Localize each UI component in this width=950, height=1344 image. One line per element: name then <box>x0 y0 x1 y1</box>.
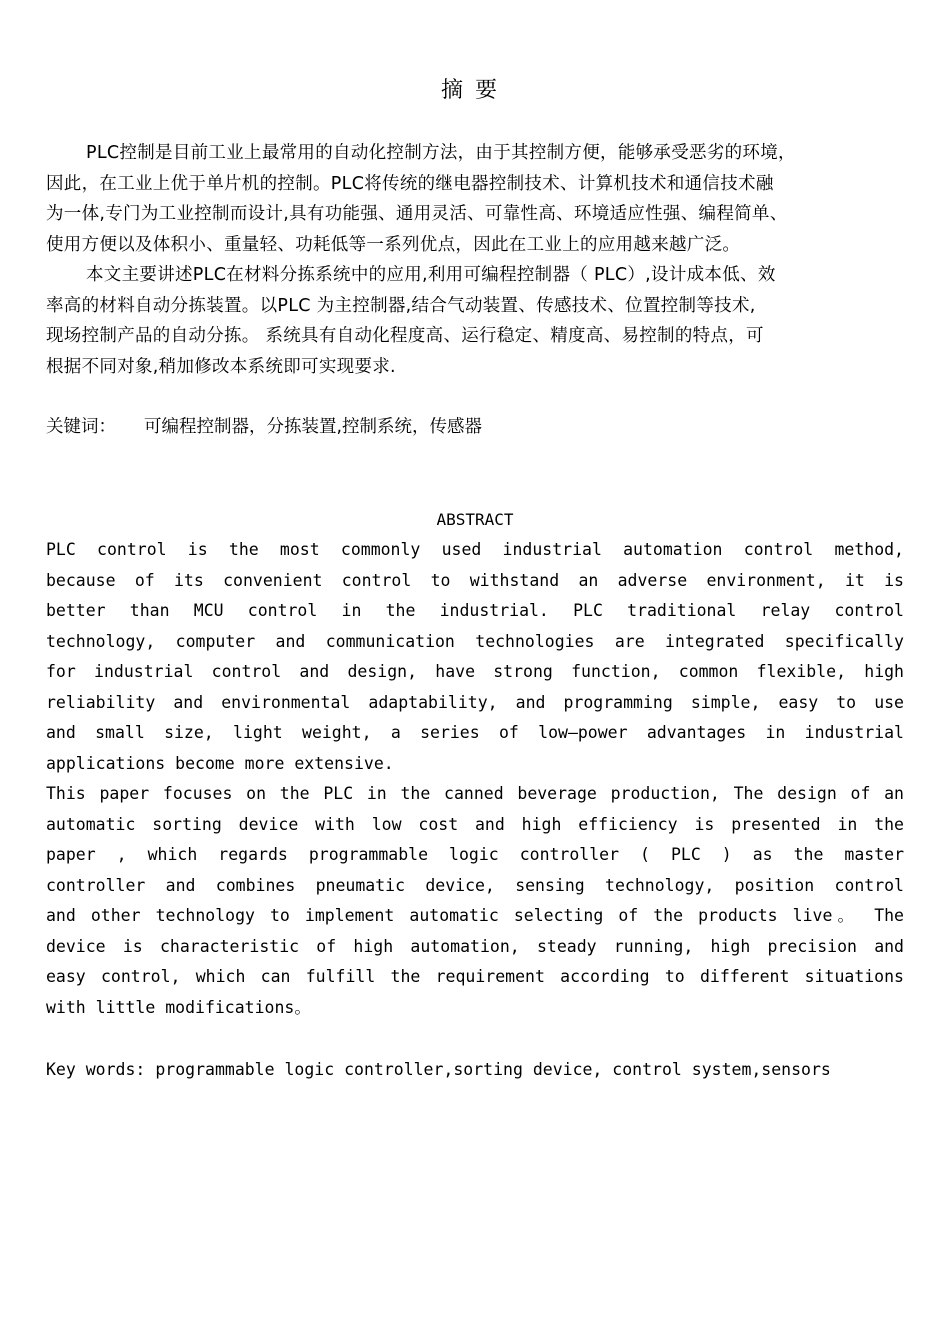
text-line: 为一体,专门为工业控制而设计,具有功能强、通用灵活、可靠性高、环境适应性强、编程简单、 <box>46 204 788 224</box>
english-abstract-paragraph-1 <box>46 535 904 779</box>
text-line: paper , which regards programmable logic controller ( PLC ) as the master <box>46 845 904 864</box>
text-line: easy control, which can fulfill the requirement according to different situations <box>46 967 904 986</box>
text-line: device is characteristic of high automation, steady running, high precision and <box>46 936 904 956</box>
text-line: 使用方便以及体积小、重量轻、功耗低等一系列优点，因此在工业上的应用越来越广泛。 <box>46 234 741 255</box>
text-line: automatic sorting device with low cost and high efficiency is presented in the <box>46 814 904 834</box>
text-line: This paper focuses on the PLC in the canned beverage production, The design of an <box>46 784 904 803</box>
keywords-value: 可编程控制器，分拣装置,控制系统，传感器 <box>144 417 483 437</box>
chinese-abstract-title: 摘要 <box>440 78 509 103</box>
text-line: 本文主要讲述PLC在材料分拣系统中的应用,利用可编程控制器（ PLC）,设计成本低、效 <box>86 265 776 285</box>
text-line: for industrial control and design, have strong function, common flexible, high <box>46 662 904 681</box>
chinese-abstract-paragraph-1 <box>46 138 908 260</box>
text-line: 因此，在工业上优于单片机的控制。PLC将传统的继电器控制技术、计算机技术和通信技术融 <box>46 173 774 194</box>
text-line: reliability and environmental adaptability, and programming simple, easy to use <box>46 692 904 712</box>
chinese-abstract-paragraph-2 <box>46 260 908 382</box>
keywords-value: programmable logic controller,sorting device, control system,sensors <box>155 1060 831 1079</box>
text-line: PLC control is the most commonly used industrial automation control method, <box>46 540 904 559</box>
text-line: technology, computer and communication technologies are integrated specifically <box>46 631 904 651</box>
text-line: PLC控制是目前工业上最常用的自动化控制方法，由于其控制方便，能够承受恶劣的环境， <box>86 143 796 163</box>
text-line: with little modifications。 <box>46 997 311 1017</box>
keywords-label: Key words: <box>46 1060 146 1079</box>
text-line: better than MCU control in the industrial. PLC traditional relay control <box>46 601 904 620</box>
text-line: controller and combines pneumatic device, sensing technology, position control <box>46 875 904 895</box>
text-line: 率高的材料自动分拣装置。以PLC 为主控制器,结合气动装置、传感技术、位置控制等技术, <box>46 295 756 316</box>
text-line: applications become more extensive. <box>46 753 394 773</box>
text-line: because of its convenient control to withstand an adverse environment, it is <box>46 570 904 590</box>
english-abstract-paragraph-2 <box>46 779 904 1023</box>
text-line: and other technology to implement automatic selecting of the products live。 The <box>46 906 904 925</box>
chinese-keywords <box>46 412 482 442</box>
keywords-label: 关键词： <box>46 417 116 437</box>
text-line: 现场控制产品的自动分拣。 系统具有自动化程度高、运行稳定、精度高、易控制的特点，可 <box>46 326 764 346</box>
text-line: and small size, light weight, a series of low—power advantages in industrial <box>46 723 904 742</box>
english-keywords <box>46 1055 831 1085</box>
text-line: 根据不同对象,稍加修改本系统即可实现要求. <box>46 356 396 377</box>
english-abstract-title: ABSTRACT <box>436 510 514 529</box>
